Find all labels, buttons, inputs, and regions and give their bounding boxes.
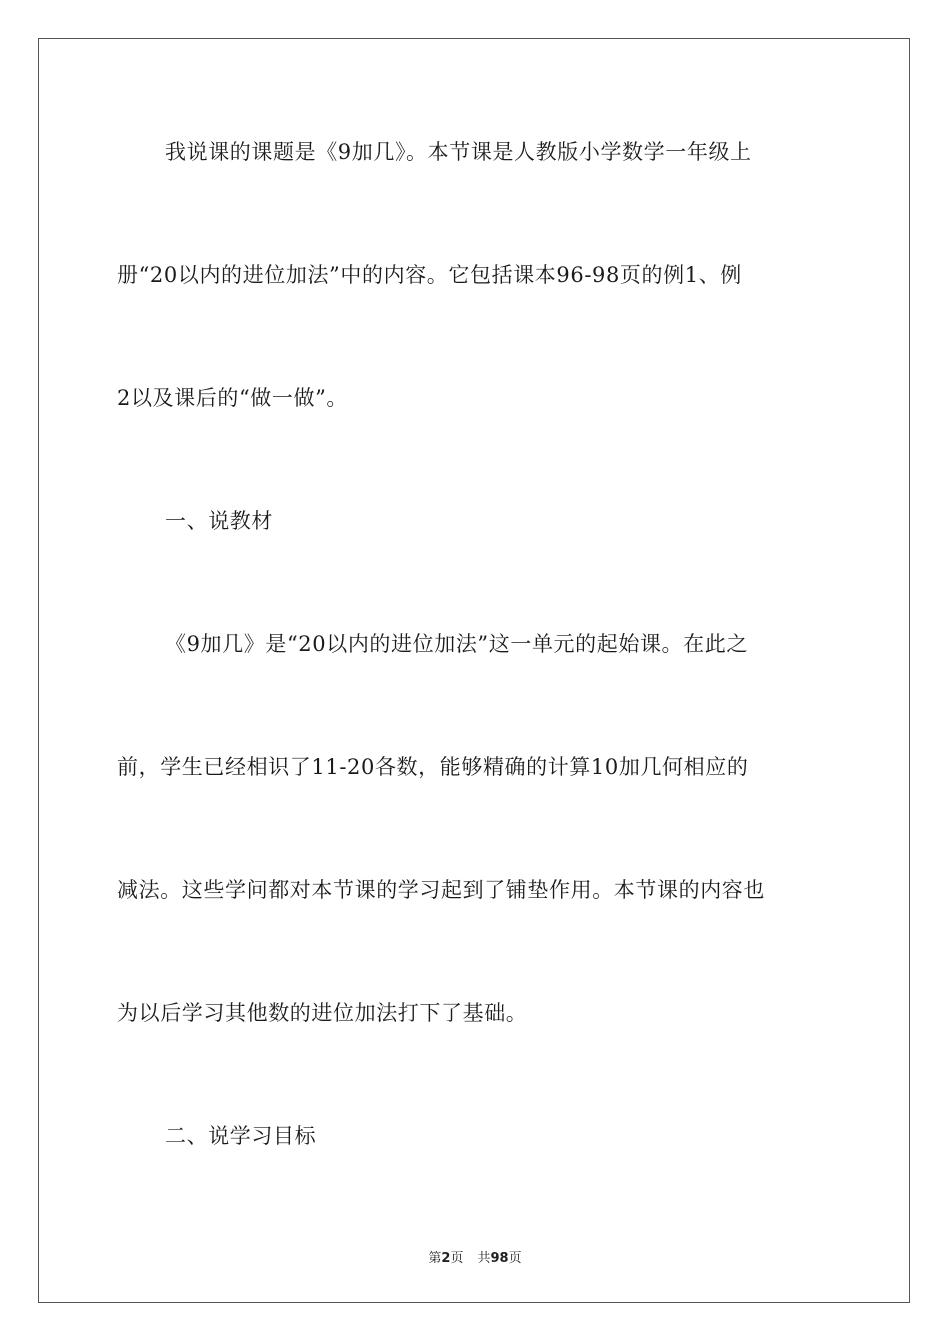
section-heading: 二、说学习目标 <box>165 1124 317 1148</box>
total-suffix: 页 <box>508 1251 522 1266</box>
paragraph-line: 2以及课后的“做一做”。 <box>117 386 349 410</box>
page-prefix: 第 <box>428 1251 442 1266</box>
section-heading: 一、说教材 <box>165 509 273 533</box>
paragraph-line: 前，学生已经相识了11-20各数，能够精确的计算10加几何相应的 <box>117 755 749 779</box>
total-prefix: 共 <box>477 1251 491 1266</box>
page-suffix: 页 <box>450 1251 464 1266</box>
paragraph-line: 减法。这些学问都对本节课的学习起到了铺垫作用。本节课的内容也 <box>117 878 765 902</box>
paragraph-line: 册“20以内的进位加法”中的内容。它包括课本96-98页的例1、例 <box>117 263 742 287</box>
paragraph-line: 我说课的课题是《9加几》。本节课是人教版小学数学一年级上 <box>165 140 752 164</box>
page-current: 2 <box>441 1251 451 1266</box>
page-frame <box>38 38 910 1303</box>
page-footer <box>0 1247 950 1266</box>
paragraph-line: 为以后学习其他数的进位加法打下了基础。 <box>117 1001 528 1025</box>
paragraph-line: 《9加几》是“20以内的进位加法”这一单元的起始课。在此之 <box>165 632 748 656</box>
page-total: 98 <box>490 1251 509 1266</box>
